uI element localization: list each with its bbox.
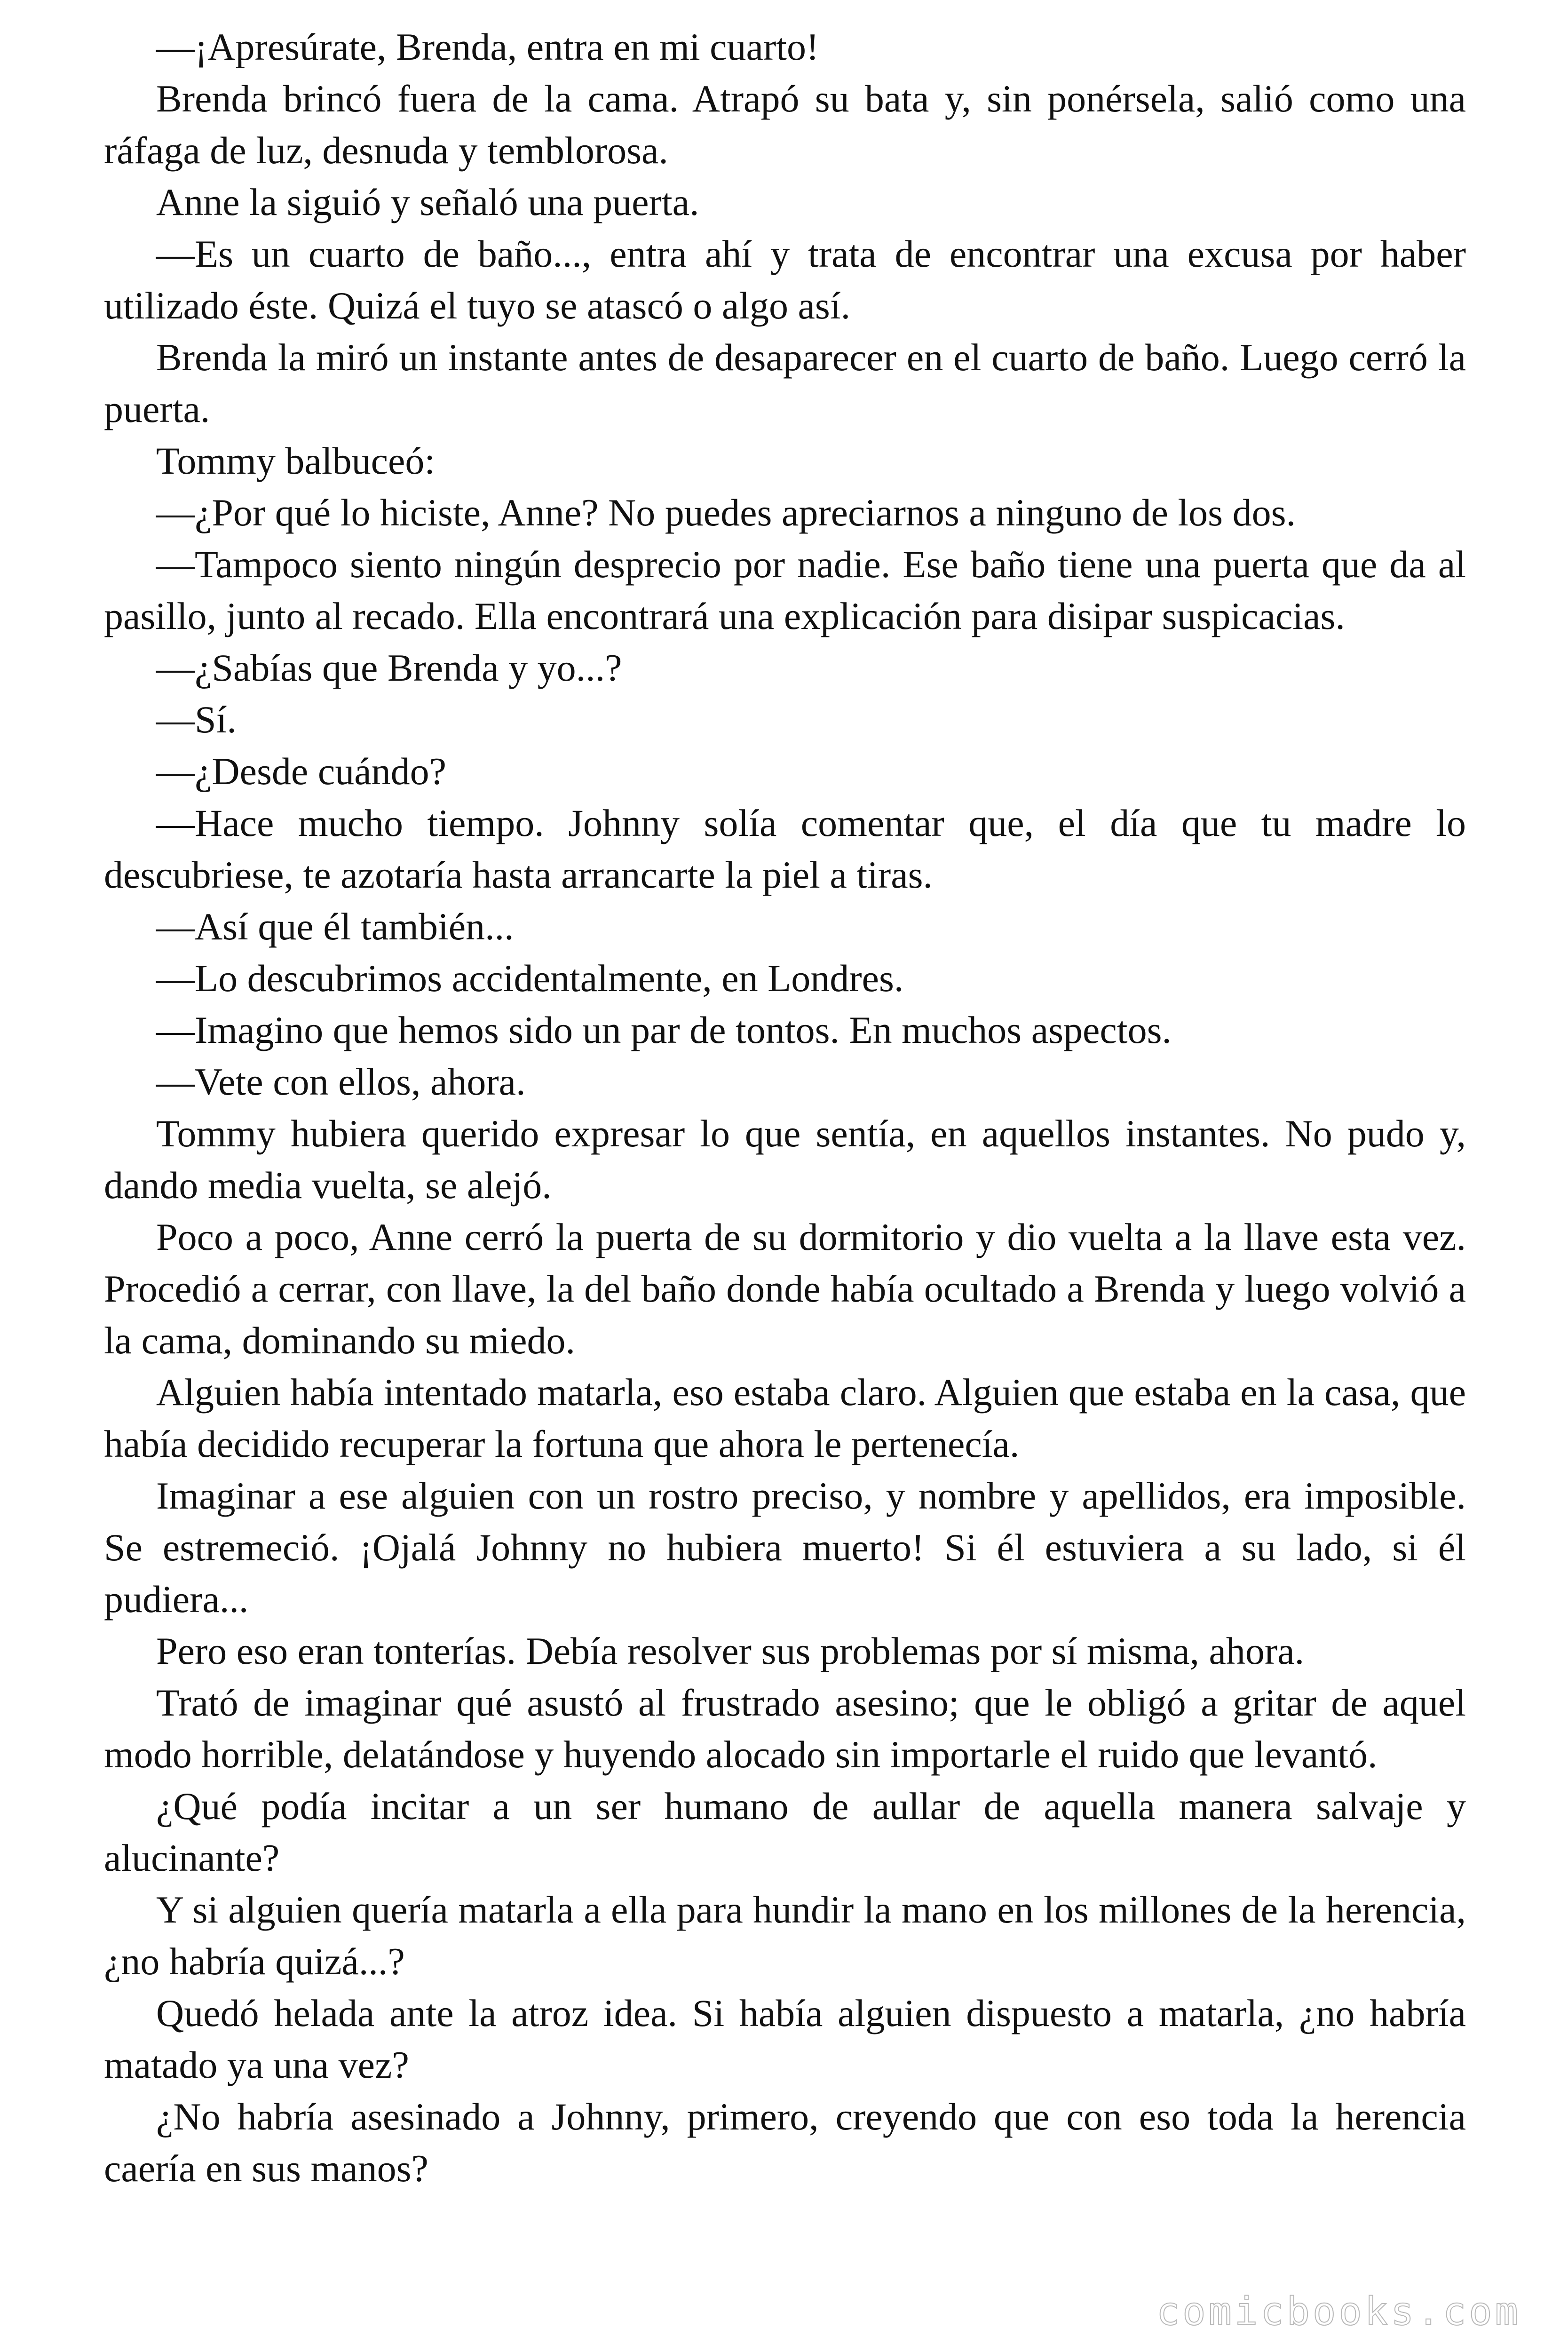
watermark: comicbooks.com <box>1156 2289 1521 2334</box>
paragraph: ¿No habría asesinado a Johnny, primero, creyendo que con eso toda la herencia caería en sus manos? <box>104 2095 1466 2190</box>
paragraph: ¿Qué podía incitar a un ser humano de aullar de aquella manera salvaje y alucinante? <box>104 1785 1466 1879</box>
paragraph: —¿Sabías que Brenda y yo...? <box>156 646 622 689</box>
paragraph: Brenda brincó fuera de la cama. Atrapó su bata y, sin ponérsela, salió como una ráfaga de luz, desnuda y temblorosa. <box>104 77 1466 172</box>
paragraph: Anne la siguió y señaló una puerta. <box>156 181 699 223</box>
paragraph: Brenda la miró un instante antes de desaparecer en el cuarto de baño. Luego cerró la puerta. <box>104 336 1466 430</box>
paragraph: Poco a poco, Anne cerró la puerta de su dormitorio y dio vuelta a la llave esta vez. Procedió a cerrar, con llave, la del baño donde había ocultado a Brenda y luego volvió a la cama, dominando su miedo. <box>104 1216 1466 1362</box>
paragraph: Imaginar a ese alguien con un rostro preciso, y nombre y apellidos, era imposible. Se estremeció. ¡Ojalá Johnny no hubiera muerto! Si él estuviera a su lado, si él pudiera... <box>104 1474 1466 1621</box>
paragraph: —¡Apresúrate, Brenda, entra en mi cuarto! <box>156 25 819 68</box>
paragraph: Y si alguien quería matarla a ella para hundir la mano en los millones de la herencia, ¿no habría quizá...? <box>104 1888 1466 1983</box>
paragraph: —Imagino que hemos sido un par de tontos. En muchos aspectos. <box>156 1009 1172 1051</box>
document-page <box>104 21 1466 2194</box>
paragraph: Alguien había intentado matarla, eso estaba claro. Alguien que estaba en la casa, que había decidido recuperar la fortuna que ahora le pertenecía. <box>104 1371 1466 1465</box>
paragraph: —¿Por qué lo hiciste, Anne? No puedes apreciarnos a ninguno de los dos. <box>156 491 1296 534</box>
paragraph: —Sí. <box>156 698 237 741</box>
paragraph: —Lo descubrimos accidentalmente, en Londres. <box>156 957 904 1000</box>
paragraph: —Vete con ellos, ahora. <box>156 1060 526 1103</box>
paragraph: Pero eso eran tonterías. Debía resolver sus problemas por sí misma, ahora. <box>156 1629 1305 1672</box>
paragraph: Tommy balbuceó: <box>156 439 436 482</box>
paragraph: —¿Desde cuándo? <box>156 750 447 793</box>
paragraph: —Es un cuarto de baño..., entra ahí y trata de encontrar una excusa por haber utilizado éste. Quizá el tuyo se atascó o algo así. <box>104 232 1466 327</box>
paragraph: —Tampoco siento ningún desprecio por nadie. Ese baño tiene una puerta que da al pasillo, junto al recado. Ella encontrará una explicación para disipar suspicacias. <box>104 543 1466 637</box>
paragraph: Trató de imaginar qué asustó al frustrado asesino; que le obligó a gritar de aquel modo horrible, delatándose y huyendo alocado sin importarle el ruido que levantó. <box>104 1681 1466 1776</box>
paragraph: —Hace mucho tiempo. Johnny solía comentar que, el día que tu madre lo descubriese, te azotaría hasta arrancarte la piel a tiras. <box>104 802 1466 896</box>
paragraph: —Así que él también... <box>156 905 514 948</box>
paragraph: Quedó helada ante la atroz idea. Si había alguien dispuesto a matarla, ¿no habría matado ya una vez? <box>104 1992 1466 2086</box>
paragraph: Tommy hubiera querido expresar lo que sentía, en aquellos instantes. No pudo y, dando media vuelta, se alejó. <box>104 1112 1466 1207</box>
